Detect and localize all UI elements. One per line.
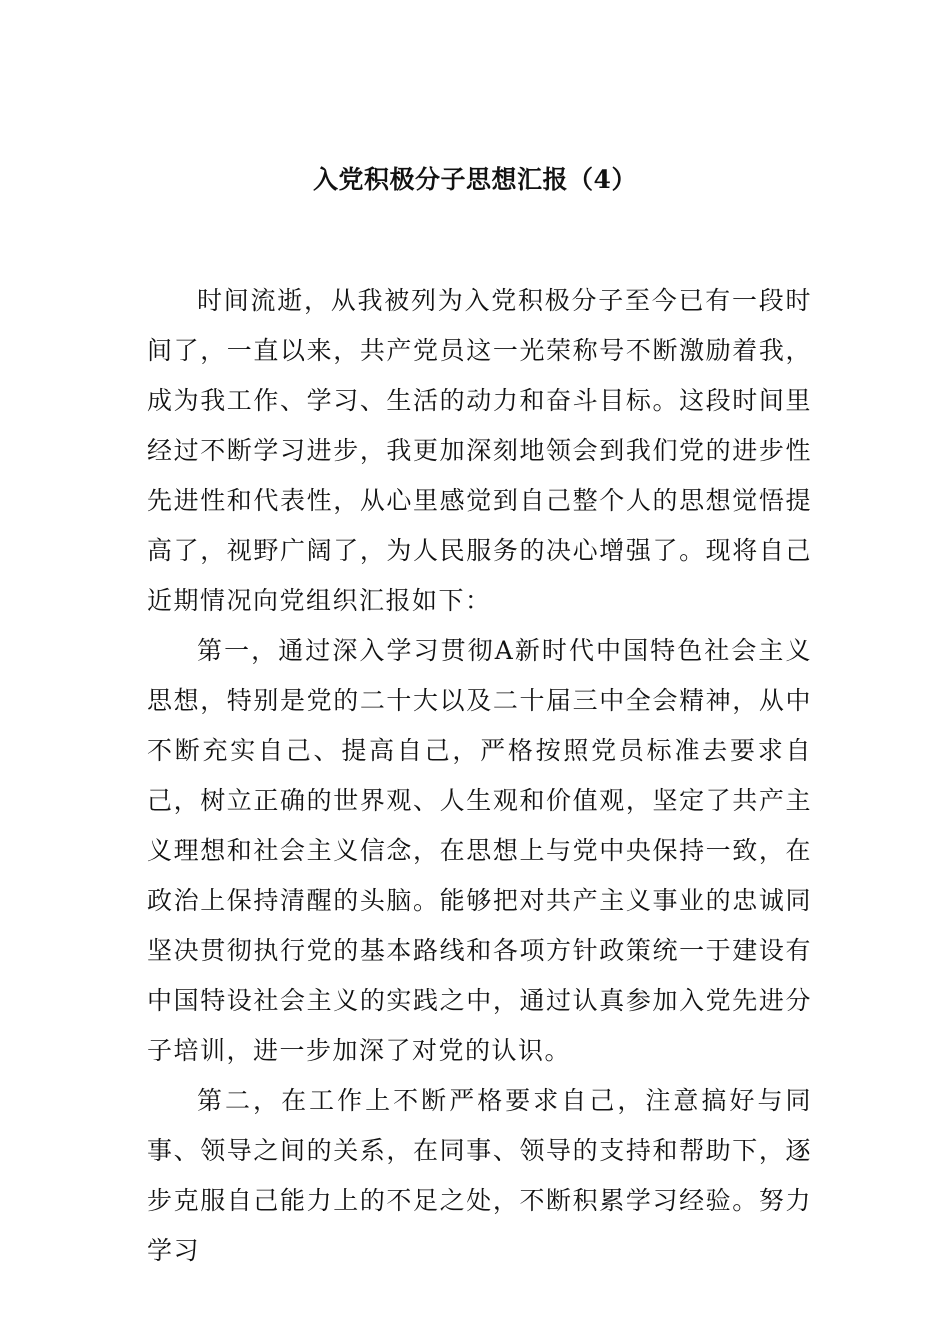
document-title: 入党积极分子思想汇报（4） (313, 165, 637, 194)
paragraph-intro: 时间流逝，从我被列为入党积极分子至今已有一段时间了，一直以来，共产党员这一光荣称号不断激励着我，成为我工作、学习、生活的动力和奋斗目标。这段时间里经过不断学习进步，我更加深刻地领会到我们党的进步性先进性和代表性，从心里感觉到自己整个人的思想觉悟提高了，视野广阔了，为人民服务的决心增强了。现将自己近期情况向党组织汇报如下： (147, 286, 812, 615)
paragraph-first-point: 第一，通过深入学习贯彻A新时代中国特色社会主义思想，特别是党的二十大以及二十届三中全会精神，从中不断充实自己、提高自己，严格按照党员标准去要求自己，树立正确的世界观、人生观和价值观，坚定了共产主义理想和社会主义信念，在思想上与党中央保持一致，在政治上保持清醒的头脑。能够把对共产主义事业的忠诚同坚决贯彻执行党的基本路线和各项方针政策统一于建设有中国特设社会主义的实践之中，通过认真参加入党先进分子培训，进一步加深了对党的认识。 (147, 636, 812, 1065)
paragraph-second-point: 第二，在工作上不断严格要求自己，注意搞好与同事、领导之间的关系，在同事、领导的支持和帮助下，逐步克服自己能力上的不足之处，不断积累学习经验。努力学习 (147, 1086, 812, 1265)
document-body (147, 276, 812, 1276)
